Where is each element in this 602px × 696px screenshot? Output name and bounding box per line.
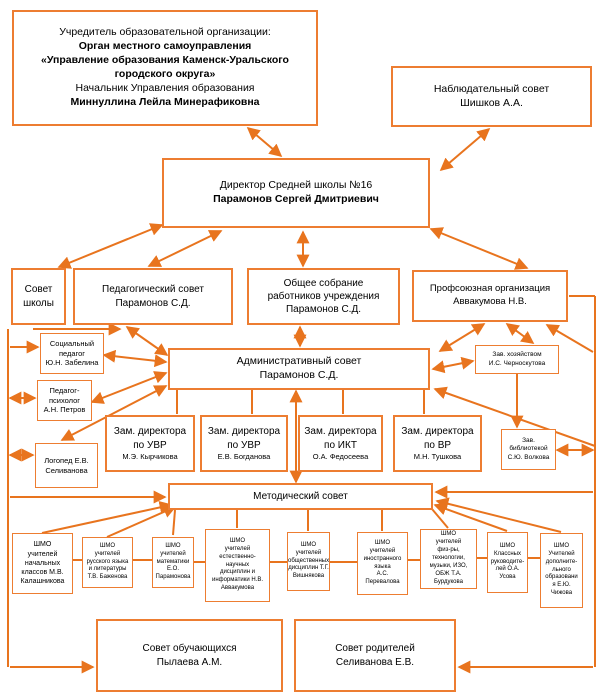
shmo-pe-box-text: ШМО — [440, 531, 457, 538]
school-council-box-text: школы — [23, 297, 54, 309]
social-pedagogue-box-text: Социальный — [49, 338, 95, 348]
shmo-primary-box-text: Калашникова — [20, 578, 65, 586]
general-meeting-box-text: Общее собрание — [283, 277, 364, 289]
psychologist-box-text: психолог — [48, 395, 81, 405]
director-box-text: Директор Средней школы №16 — [219, 179, 373, 192]
shmo-class-teachers-box-text: ШМО — [499, 542, 516, 549]
parents-council-box-text: Селиванова Е.В. — [335, 656, 415, 668]
general-meeting-box — [247, 268, 400, 325]
shmo-class-teachers-box-text: лей О.А. — [495, 566, 520, 573]
shmo-math-box-text: ШМО — [165, 542, 181, 549]
shmo-foreign-box-text: Перевалова — [365, 579, 400, 586]
deputy-ikt-box — [298, 415, 383, 472]
shmo-russian-box-text: и литературы — [88, 566, 127, 573]
shmo-social-box-text: Вишнякова — [292, 573, 325, 580]
deputy-ikt-box-text: Зам. директора — [304, 426, 377, 438]
shmo-social-box-text: дисциплин Т.Г. — [288, 565, 329, 572]
shmo-class-teachers-box-text: Классных — [494, 550, 521, 557]
shmo-primary-box-text: учителей — [27, 550, 58, 558]
shmo-extra-education-box-text: льного — [552, 566, 571, 573]
speech-therapist-box — [35, 443, 98, 488]
administrative-council-box-text: Административный совет — [236, 355, 362, 368]
director-box — [162, 158, 430, 228]
trade-union-box — [412, 270, 568, 322]
shmo-extra-education-box-text: образовани — [545, 574, 578, 581]
shmo-primary-box-text: классов М.В. — [21, 569, 64, 577]
shmo-foreign-box-text: языка — [374, 563, 391, 570]
administrative-council-box-text: Парамонов С.Д. — [259, 369, 339, 381]
shmo-extra-education-box-text: я Е.Ю. — [552, 582, 571, 589]
social-pedagogue-box-text: Ю.Н. Забелина — [45, 358, 99, 368]
shmo-russian-box — [82, 537, 133, 588]
deputy-uvr-2-box-text: по УВР — [227, 439, 261, 451]
shmo-foreign-box-text: А.С. — [376, 571, 389, 578]
shmo-extra-education-box — [540, 533, 583, 608]
supervisory-board-box — [391, 66, 592, 127]
shmo-foreign-box-text: ШМО — [374, 539, 391, 546]
psychologist-box-text: А.Н. Петров — [43, 405, 86, 415]
librarian-box-text: С.Ю. Волкова — [507, 453, 550, 461]
deputy-uvr-1-box-text: по УВР — [133, 439, 167, 451]
students-council-box-text: Пылаева А.М. — [156, 656, 223, 668]
shmo-russian-box-text: русского языка — [86, 558, 129, 565]
deputy-vr-box-text: Зам. директора — [401, 426, 474, 438]
shmo-science-box-text: Аввакумова — [220, 585, 255, 592]
pedagogical-council-box — [73, 268, 233, 325]
librarian-box-text: Зав. — [522, 436, 535, 444]
shmo-foreign-box — [357, 532, 408, 595]
shmo-science-box-text: научных — [225, 561, 250, 568]
school-council-box — [11, 268, 66, 325]
shmo-science-box-text: учителей — [224, 545, 251, 552]
shmo-russian-box-text: учителей — [94, 550, 121, 557]
shmo-pe-box-text: учителей — [435, 539, 462, 546]
shmo-primary-box-text: начальных — [24, 559, 61, 567]
shmo-science-box-text: ШМО — [229, 537, 246, 544]
shmo-extra-education-box-text: ШМО — [553, 542, 570, 549]
shmo-math-box-text: учителей — [160, 550, 186, 557]
students-council-box — [96, 619, 283, 692]
deputy-vr-box-text: по ВР — [423, 439, 452, 451]
shmo-math-box — [152, 537, 194, 588]
deputy-uvr-2-box — [200, 415, 288, 472]
supervisory-board-box-text: Шишков А.А. — [460, 96, 523, 109]
social-pedagogue-box-text: педагог — [58, 348, 86, 358]
shmo-science-box — [205, 529, 270, 602]
parents-council-box — [294, 619, 456, 692]
shmo-social-box — [287, 532, 330, 591]
school-council-box-text: Совет — [24, 284, 53, 296]
shmo-science-box-text: информатики Н.В. — [211, 577, 264, 584]
shmo-pe-box-text: ОБЖ Т.А. — [435, 570, 462, 577]
administrative-council-box — [168, 348, 430, 390]
shmo-class-teachers-box-text: руководите- — [490, 558, 525, 565]
director-box-text: Парамонов Сергей Дмитриевич — [213, 193, 379, 205]
deputy-vr-box-text: М.Н. Тушкова — [413, 451, 462, 461]
shmo-class-teachers-box-text: Усова — [499, 574, 516, 581]
librarian-box — [501, 429, 556, 470]
shmo-russian-box-text: ШМО — [99, 542, 116, 549]
founder-box — [12, 10, 318, 126]
general-meeting-box-text: работников учреждения — [267, 290, 380, 302]
psychologist-box — [37, 380, 92, 421]
founder-box-text: Орган местного самоуправления — [78, 40, 252, 53]
household-manager-box — [475, 345, 559, 374]
shmo-social-box-text: учителей — [295, 549, 322, 556]
shmo-class-teachers-box — [487, 532, 528, 593]
shmo-pe-box-text: физ-ры, — [437, 547, 460, 554]
methodical-council-box — [168, 483, 433, 510]
deputy-uvr-2-box-text: Е.В. Богданова — [217, 451, 271, 461]
shmo-extra-education-box-text: Учителей — [548, 550, 575, 557]
deputy-uvr-1-box-text: М.Э. Кырчикова — [122, 451, 178, 461]
shmo-science-box-text: естественно- — [219, 553, 256, 560]
parents-council-box-text: Совет родителей — [335, 643, 415, 655]
deputy-ikt-box-text: О.А. Федосеева — [312, 451, 369, 461]
founder-box-text: Учредитель образовательной организации: — [59, 26, 271, 39]
shmo-primary-box-text: ШМО — [33, 541, 52, 549]
deputy-vr-box — [393, 415, 482, 472]
speech-therapist-box-text: Селиванова — [45, 465, 88, 475]
shmo-pe-box-text: технологии, — [432, 555, 465, 562]
pedagogical-council-box-text: Парамонов С.Д. — [115, 297, 191, 309]
shmo-math-box-text: Парамонова — [155, 574, 191, 581]
founder-box-text: Начальник Управления образования — [75, 81, 255, 94]
shmo-extra-education-box-text: дополните- — [545, 558, 578, 565]
shmo-social-box-text: ШМО — [300, 541, 317, 548]
methodical-council-box-text: Методический совет — [253, 490, 348, 502]
shmo-russian-box-text: Т.В. Баженова — [87, 574, 128, 581]
shmo-pe-box-text: Бурдукова — [434, 578, 463, 585]
shmo-pe-box — [420, 529, 477, 589]
shmo-primary-box — [12, 533, 73, 594]
household-manager-box-text: И.С. Черноскутова — [488, 359, 546, 367]
speech-therapist-box-text: Логопед Е.В. — [44, 455, 89, 465]
librarian-box-text: библиотекой — [509, 445, 548, 453]
founder-box-text: городского округа» — [114, 68, 216, 80]
trade-union-box-text: Аввакумова Н.В. — [453, 296, 527, 307]
pedagogical-council-box-text: Педагогический совет — [102, 284, 204, 296]
household-manager-box-text: Зав. хозяйством — [492, 350, 542, 358]
shmo-science-box-text: дисциплин и — [219, 569, 256, 576]
psychologist-box-text: Педагог- — [49, 385, 80, 395]
shmo-foreign-box-text: учителей — [369, 547, 396, 554]
supervisory-board-box-text: Наблюдательный совет — [433, 82, 550, 95]
students-council-box-text: Совет обучающихся — [142, 643, 237, 655]
shmo-math-box-text: математики — [156, 558, 190, 565]
shmo-math-box-text: Е.О. — [166, 566, 179, 573]
founder-box-text: Миннуллина Лейла Минерафиковна — [70, 95, 260, 108]
general-meeting-box-text: Парамонов С.Д. — [285, 304, 362, 316]
deputy-uvr-1-box — [105, 415, 195, 472]
shmo-extra-education-box-text: Чижова — [550, 590, 573, 597]
shmo-foreign-box-text: иностранного — [363, 555, 402, 562]
trade-union-box-text: Профсоюзная организация — [429, 283, 551, 295]
shmo-social-box-text: общественных — [288, 557, 330, 564]
deputy-uvr-2-box-text: Зам. директора — [207, 426, 281, 438]
shmo-pe-box-text: музыки, ИЗО, — [429, 562, 468, 569]
founder-box-text: «Управление образования Каменск-Уральского — [41, 54, 289, 67]
social-pedagogue-box — [40, 333, 104, 374]
deputy-ikt-box-text: по ИКТ — [324, 439, 357, 451]
deputy-uvr-1-box-text: Зам. директора — [113, 426, 187, 438]
